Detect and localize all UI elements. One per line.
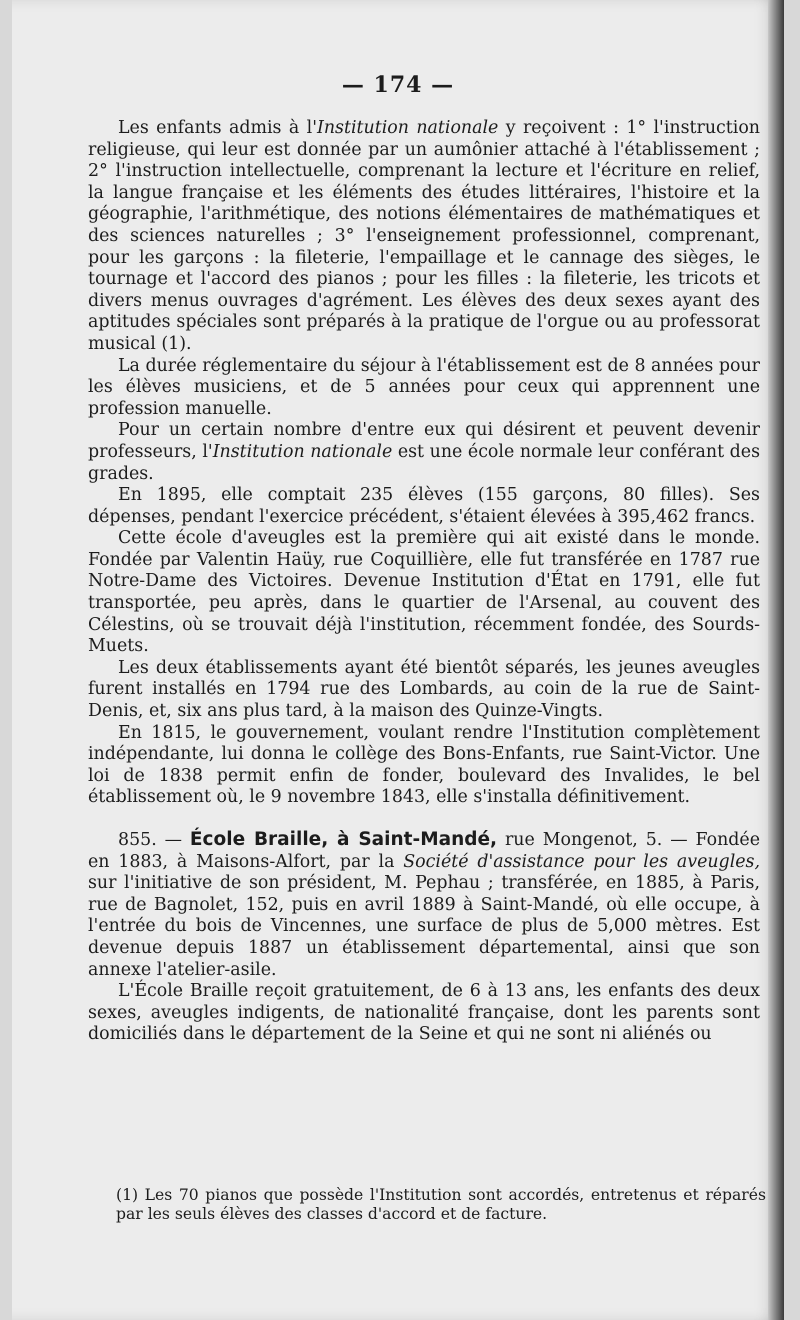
text-segment: Les enfants admis à l' xyxy=(118,118,317,138)
book-page xyxy=(12,0,784,1320)
footnote-text: (1) Les 70 pianos que possède l'Institution sont accordés, entretenus et réparés par les seuls élèves des classes d'accord et de facture. xyxy=(116,1186,766,1223)
paragraph-1815: En 1815, le gouvernement, voulant rendre l'Institution complètement indépendante, lui donna le collège des Bons-Enfants, rue Saint-Victor. Une loi de 1838 permit enfin de fonder, boulevard des Invalides, le bel établissement où, le 9 novembre 1843, elle s'installa définitivement. xyxy=(88,722,760,808)
paragraph-duree: La durée réglementaire du séjour à l'établissement est de 8 années pour les élèves musiciens, et de 5 années pour ceux qui apprennent une profession manuelle. xyxy=(88,355,760,419)
page-body xyxy=(88,118,760,1046)
section-heading: École Braille, à Saint-Mandé, xyxy=(189,829,498,850)
page-gutter-shadow xyxy=(768,0,784,1320)
paragraph-instruction xyxy=(88,118,760,356)
section-ecole-braille xyxy=(88,829,760,981)
paragraph-professeurs xyxy=(88,420,760,485)
italic-institution: Institution nationale xyxy=(316,118,499,138)
text-segment: sur l'initiative de son président, M. Pephau ; transférée, en 1885, à Paris, rue de Bagnolet, 152, puis en avril 1889 à Saint-Mandé, où elle occupe, à l'entrée du bois de Vincennes, une surface de plus de 5,000 mètres. Est devenue depuis 1887 un établissement départemental, ainsi que son annexe l'atelier-asile. xyxy=(88,873,760,980)
paragraph-1895: En 1895, elle comptait 235 élèves (155 garçons, 80 filles). Ses dépenses, pendant l'exercice précédent, s'étaient élevées à 395,462 francs. xyxy=(88,485,760,527)
text-segment: rue Mongenot, 5. — Fondée en 1883, à Maisons-Alfort, par la xyxy=(88,830,760,872)
paragraph-separation: Les deux établissements ayant été bientôt séparés, les jeunes aveugles furent installés en 1794 rue des Lombards, au coin de la rue de Saint-Denis, et, six ans plus tard, à la maison des Quinze-Vingts. xyxy=(88,657,760,722)
text-segment: Pour un certain nombre d'entre eux qui désirent et peuvent devenir professeurs, l' xyxy=(88,420,760,462)
page-number: — 174 — xyxy=(341,72,455,98)
paragraph-ecole-braille-admission: L'École Braille reçoit gratuitement, de 6 à 13 ans, les enfants des deux sexes, aveugles indigents, de nationalité française, dont les parents sont domiciliés dans le département de la Seine et qui ne sont ni aliénés ou xyxy=(88,981,760,1045)
text-segment: est une école normale leur conférant des grades. xyxy=(88,441,761,484)
section-number: 855. — xyxy=(118,830,190,850)
footnote xyxy=(116,1186,766,1224)
italic-institution: Institution nationale xyxy=(212,441,393,462)
italic-societe: Société d'assistance pour les aveugles, xyxy=(403,851,760,872)
paragraph-history: Cette école d'aveugles est la première qui ait existé dans le monde. Fondée par Valentin Haüy, rue Coquillière, elle fut transférée en 1787 rue Notre-Dame des Victoires. Devenue Institution d'État en 1791, elle fut transportée, peu après, dans le quartier de l'Arsenal, au couvent des Célestins, où se trouvait déjà l'institution, récemment fondée, des Sourds-Muets. xyxy=(88,528,760,657)
text-segment: y reçoivent : 1° l'instruction religieuse, qui leur est donnée par un aumônier attaché à l'établissement ; 2° l'instruction intellectuelle, comprenant la lecture et l'écriture en relief, la langue française et les éléments des études littéraires, l'histoire et la géographie, l'arithmétique, des notions élémentaires de mathématiques et des sciences naturelles ; 3° l'enseignement professionnel, comprenant, pour les garçons : la fileterie, l'empaillage et le cannage des sièges, le tournage et l'accord des pianos ; pour les filles : la fileterie, les tricots et divers menus ouvrages d'agrément. Les élèves des deux sexes ayant des aptitudes spéciales sont préparés à la pratique de l'orgue ou au professorat musical (1). xyxy=(88,118,760,354)
